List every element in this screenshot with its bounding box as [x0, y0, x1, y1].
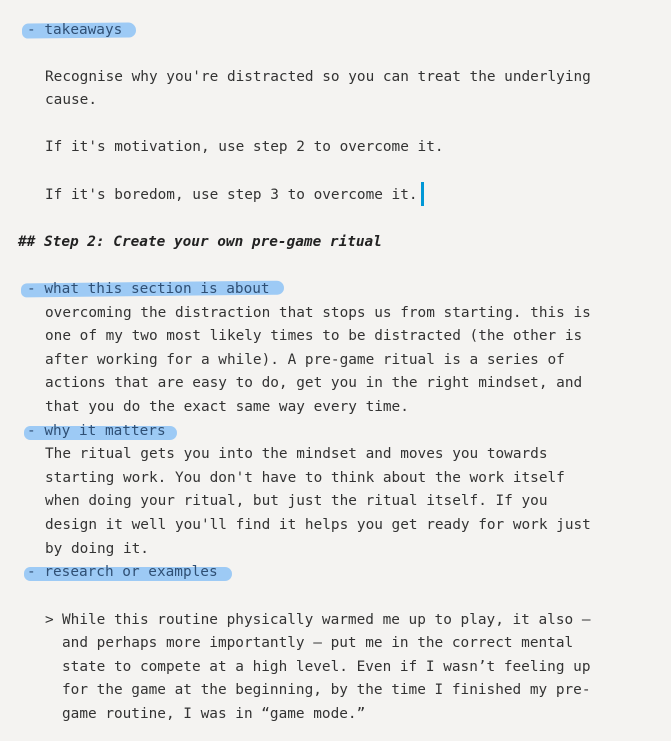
- quote-line-5: game routine, I was in “game mode.”: [62, 706, 366, 722]
- text-cursor: [421, 182, 424, 206]
- quote-line-2: and perhaps more importantly — put me in the correct mental: [62, 635, 574, 651]
- matters-label: - why it matters: [27, 423, 166, 439]
- takeaways-label: - takeaways: [27, 22, 123, 38]
- takeaways-line-2: cause.: [45, 92, 97, 108]
- quote-line-1: While this routine physically warmed me up to play, it also —: [62, 612, 591, 628]
- about-line-3: after working for a while). A pre-game ritual is a series of: [45, 352, 565, 368]
- matters-line-1: The ritual gets you into the mindset and moves you towards: [45, 446, 548, 462]
- matters-line-4: design it well you'll find it helps you get ready for work just: [45, 517, 591, 533]
- about-label: - what this section is about: [27, 281, 270, 297]
- takeaways-boredom: If it's boredom, use step 3 to overcome it.: [45, 187, 418, 203]
- about-line-4: actions that are easy to do, get you in the right mindset, and: [45, 375, 583, 391]
- about-line-1: overcoming the distraction that stops us from starting. this is: [45, 305, 591, 321]
- about-line-5: that you do the exact same way every time.: [45, 399, 409, 415]
- matters-line-2: starting work. You don't have to think about the work itself: [45, 470, 565, 486]
- takeaways-line-1: Recognise why you're distracted so you can treat the underlying: [45, 69, 591, 85]
- matters-line-3: when doing your ritual, but just the ritual itself. If you: [45, 493, 548, 509]
- matters-line-5: by doing it.: [45, 541, 149, 557]
- blockquote-marker: >: [45, 612, 54, 628]
- step2-heading: ## Step 2: Create your own pre-game ritual: [18, 234, 382, 250]
- about-line-2: one of my two most likely times to be distracted (the other is: [45, 328, 583, 344]
- takeaways-motivation: If it's motivation, use step 2 to overcome it.: [45, 139, 444, 155]
- research-label: - research or examples: [27, 564, 218, 580]
- quote-line-3: state to compete at a high level. Even if I wasn’t feeling up: [62, 659, 591, 675]
- quote-line-4: for the game at the beginning, by the time I finished my pre-: [62, 682, 591, 698]
